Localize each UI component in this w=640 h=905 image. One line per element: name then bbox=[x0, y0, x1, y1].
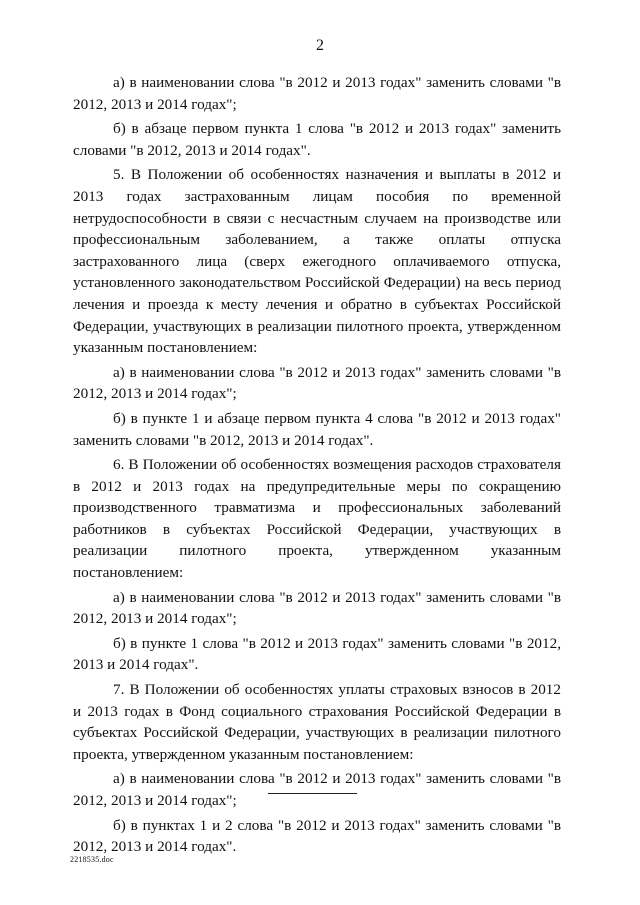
paragraph-7a: а) в наименовании слова "в 2012 и 2013 годах" заменить словами "в 2012, 2013 и 2014 годах"; bbox=[73, 770, 561, 809]
paragraph-5: 5. В Положении об особенностях назначения и выплаты в 2012 и 2013 годах застрахованным лицам пособия по временной нетрудоспособности в связи с несчастным случаем на производстве или профессиональным заболеванием, а также оплаты отпуска застрахованного лица (сверх ежегодного оплачиваемого отпуска, установленного законодательством Российской Федерации) на весь период лечения и проезда к месту лечения и обратно в субъектах Российской Федерации, участвующих в реализации пилотного проекта, утвержденном указанным постановлением: bbox=[73, 166, 561, 357]
paragraph-4b: б) в абзаце первом пункта 1 слова "в 2012 и 2013 годах" заменить словами "в 2012, 2013 и 2014 годах". bbox=[73, 120, 561, 159]
paragraph-6b: б) в пункте 1 слова "в 2012 и 2013 годах" заменить словами "в 2012, 2013 и 2014 годах". bbox=[73, 634, 561, 674]
footer-file-name: 2218535.doc bbox=[70, 855, 114, 864]
paragraph-7: 7. В Положении об особенностях уплаты страховых взносов в 2012 и 2013 годах в Фонд социального страхования Российской Федерации в субъектах Российской Федерации, участвующих в реализации пилотного проекта, утвержденном указанным постановлением: bbox=[73, 681, 561, 763]
paragraph-7b: б) в пунктах 1 и 2 слова "в 2012 и 2013 годах" заменить словами "в 2012, 2013 и 2014 годах". bbox=[73, 816, 561, 856]
paragraph-6a: а) в наименовании слова "в 2012 и 2013 годах" заменить словами "в 2012, 2013 и 2014 годах"; bbox=[73, 588, 561, 628]
paragraph-4a: а) в наименовании слова "в 2012 и 2013 годах" заменить словами "в 2012, 2013 и 2014 годах"; bbox=[73, 74, 561, 113]
page-number: 2 bbox=[316, 37, 324, 54]
paragraph-6: 6. В Положении об особенностях возмещения расходов страхователя в 2012 и 2013 годах на предупредительные меры по сокращению производственного травматизма и профессиональных заболеваний работников в субъектах Российской Федерации, участвующих в реализации пилотного проекта, утвержденном указанным постановлением: bbox=[73, 456, 561, 582]
document-body bbox=[73, 72, 561, 861]
paragraph-5a: а) в наименовании слова "в 2012 и 2013 годах" заменить словами "в 2012, 2013 и 2014 годах"; bbox=[73, 363, 561, 403]
paragraph-5b: б) в пункте 1 и абзаце первом пункта 4 слова "в 2012 и 2013 годах" заменить словами "в 2012, 2013 и 2014 годах". bbox=[73, 409, 561, 449]
end-separator-line bbox=[268, 793, 357, 794]
